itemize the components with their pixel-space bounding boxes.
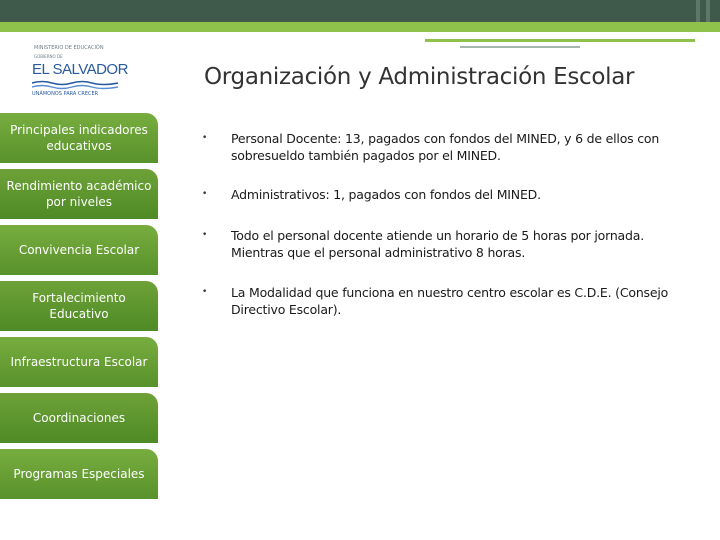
logo-country-name: EL SALVADOR (32, 61, 128, 78)
nav-item-principales-indicadores[interactable] (0, 113, 158, 163)
nav-item-fortalecimiento-educativo[interactable] (0, 281, 158, 331)
bullet-text: La Modalidad que funciona en nuestro centro escolar es C.D.E. (Consejo Directivo Escolar). (231, 285, 669, 317)
header-accent-bar (0, 22, 720, 32)
logo-ministry-text: MINISTERIO DE EDUCACIÓN (34, 45, 104, 51)
bullet-marker: • (202, 230, 208, 240)
decorative-line (460, 46, 580, 48)
bullet-marker: • (202, 287, 208, 297)
nav-item-label: Coordinaciones (32, 411, 126, 425)
nav-item-rendimiento-academico[interactable] (0, 169, 158, 219)
bullet-text: Todo el personal docente atiende un horario de 5 horas por jornada. Mientras que el personal administrativo 8 horas. (231, 228, 644, 260)
list-item (198, 284, 678, 318)
list-item (198, 186, 678, 203)
header-bar (0, 0, 720, 22)
nav-item-infraestructura-escolar[interactable] (0, 337, 158, 387)
nav-item-label: Rendimiento académico por niveles (6, 179, 152, 209)
bullet-text: Personal Docente: 13, pagados con fondos del MINED, y 6 de ellos con sobresueldo también pagados por el MINED. (231, 131, 660, 163)
nav-item-convivencia-escolar[interactable] (0, 225, 158, 275)
el-salvador-logo (22, 45, 128, 101)
nav-item-label: Infraestructura Escolar (10, 355, 148, 369)
nav-item-label: Convivencia Escolar (18, 243, 140, 257)
decorative-line (425, 39, 695, 42)
page-title: Organización y Administración Escolar (204, 64, 635, 90)
list-item (198, 227, 678, 261)
header-divider (696, 0, 700, 22)
logo-government-text: GOBIERNO DE (34, 54, 63, 59)
nav-item-label: Fortalecimiento Educativo (32, 291, 126, 321)
nav-item-programas-especiales[interactable] (0, 449, 158, 499)
header-divider (706, 0, 710, 22)
nav-item-label: Principales indicadores educativos (10, 123, 148, 153)
nav-item-coordinaciones[interactable] (0, 393, 158, 443)
bullet-text: Administrativos: 1, pagados con fondos del MINED. (231, 187, 541, 202)
bullet-marker: • (202, 189, 208, 199)
list-item (198, 130, 678, 164)
nav-item-label: Programas Especiales (13, 467, 145, 481)
logo-slogan: UNÁMONOS PARA CRECER (32, 91, 99, 97)
logo-waves-icon (32, 80, 118, 90)
bullet-marker: • (202, 133, 208, 143)
